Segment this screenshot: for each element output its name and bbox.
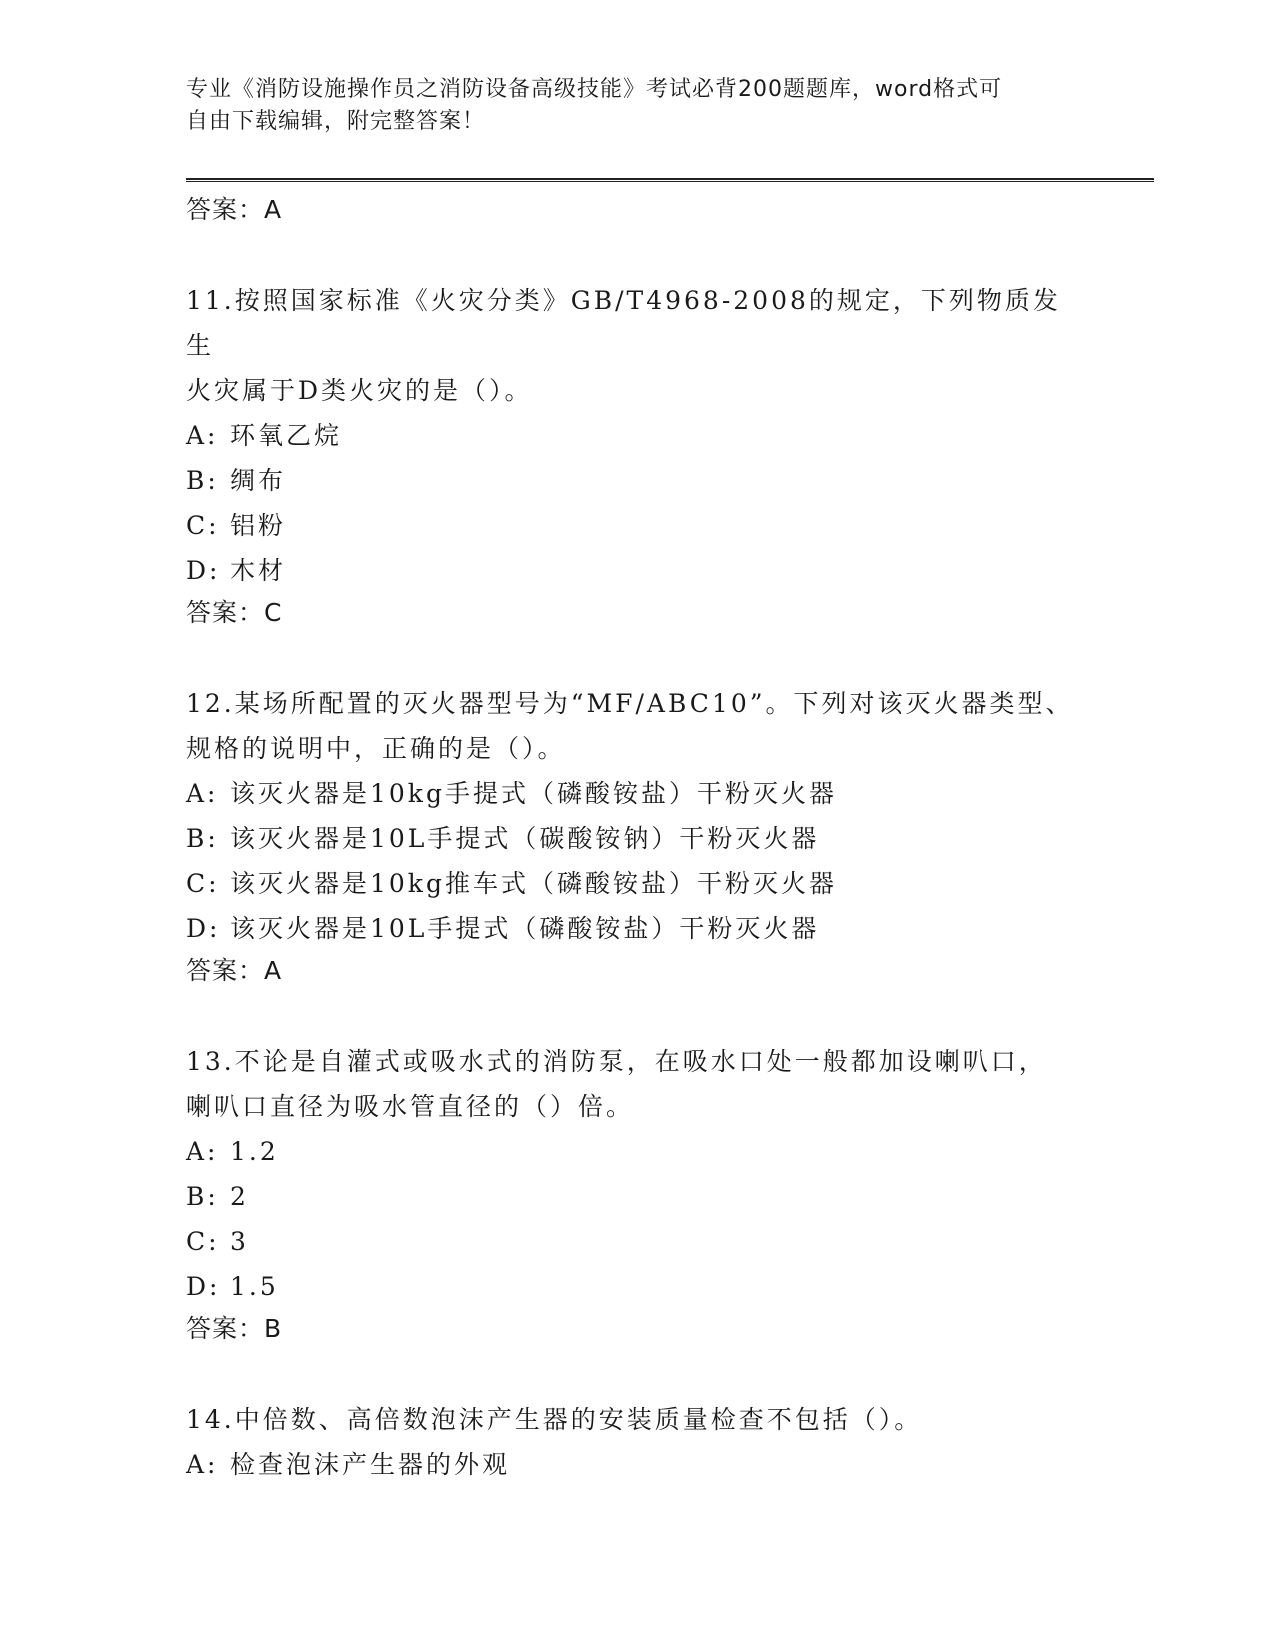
option-key: B: <box>186 824 219 853</box>
question-stem-line: 火灾属于D类火灾的是（）。 <box>186 376 533 405</box>
question-13 <box>186 1039 1086 1355</box>
option-text: 环氧乙烷 <box>230 421 343 450</box>
option-key: A: <box>186 1450 219 1479</box>
document-header <box>186 74 1066 138</box>
option-text: 木材 <box>230 556 287 585</box>
question-11 <box>186 278 1086 639</box>
question-stem-line: 规格的说明中，正确的是（）。 <box>186 734 566 763</box>
option-a <box>186 771 1086 816</box>
option-key: D: <box>186 1272 221 1301</box>
option-b <box>186 1174 1086 1219</box>
question-answer: 答案：C <box>186 598 283 627</box>
option-c <box>186 861 1086 906</box>
option-a <box>186 1442 1086 1487</box>
option-a <box>186 413 1086 458</box>
option-text: 2 <box>230 1182 249 1211</box>
option-text: 该灭火器是10L手提式（磷酸铵盐）干粉灭火器 <box>230 914 820 943</box>
option-text: 1.2 <box>230 1137 279 1166</box>
header-line-2: 自由下载编辑，附完整答案！ <box>186 109 486 134</box>
question-list <box>186 190 1086 1487</box>
option-key: D: <box>186 556 221 585</box>
option-c <box>186 503 1086 548</box>
option-text: 绸布 <box>230 466 287 495</box>
option-text: 3 <box>230 1227 249 1256</box>
option-d <box>186 1264 1086 1309</box>
option-key: C: <box>186 1227 220 1256</box>
question-answer: 答案：A <box>186 956 283 985</box>
option-text: 该灭火器是10kg推车式（磷酸铵盐）干粉灭火器 <box>230 869 837 898</box>
option-d <box>186 906 1086 951</box>
option-a <box>186 1129 1086 1174</box>
question-answer: 答案：B <box>186 1314 283 1343</box>
option-key: C: <box>186 869 220 898</box>
option-d <box>186 548 1086 593</box>
option-key: C: <box>186 511 220 540</box>
option-text: 该灭火器是10L手提式（碳酸铵钠）干粉灭火器 <box>230 824 820 853</box>
option-key: A: <box>186 421 219 450</box>
option-text: 铝粉 <box>230 511 287 540</box>
option-b <box>186 458 1086 503</box>
option-key: D: <box>186 914 221 943</box>
option-key: B: <box>186 466 219 495</box>
option-text: 1.5 <box>230 1272 279 1301</box>
question-stem-line: 14.中倍数、高倍数泡沫产生器的安装质量检查不包括（）。 <box>186 1405 923 1434</box>
option-b <box>186 816 1086 861</box>
question-stem-line: 喇叭口直径为吸水管直径的（）倍。 <box>186 1092 635 1121</box>
option-text: 检查泡沫产生器的外观 <box>230 1450 511 1479</box>
option-key: A: <box>186 779 219 808</box>
question-stem <box>186 1397 1086 1442</box>
question-stem-line: 12.某场所配置的灭火器型号为“MF/ABC10”。下列对该灭火器类型、 <box>186 689 1074 718</box>
question-stem <box>186 278 1086 413</box>
option-c <box>186 1219 1086 1264</box>
option-key: B: <box>186 1182 219 1211</box>
option-key: A: <box>186 1137 219 1166</box>
question-stem-line: 11.按照国家标准《火灾分类》GB/T4968-2008的规定，下列物质发生 <box>186 286 1061 360</box>
option-text: 该灭火器是10kg手提式（磷酸铵盐）干粉灭火器 <box>230 779 837 808</box>
header-line-1: 专业《消防设施操作员之消防设备高级技能》考试必背200题题库，word格式可 <box>186 77 1003 102</box>
question-14 <box>186 1397 1086 1487</box>
question-stem <box>186 681 1086 771</box>
header-divider <box>186 178 1154 182</box>
previous-answer: 答案：A <box>186 195 283 224</box>
question-stem <box>186 1039 1086 1129</box>
question-12 <box>186 681 1086 997</box>
question-stem-line: 13.不论是自灌式或吸水式的消防泵，在吸水口处一般都加设喇叭口， <box>186 1047 1047 1076</box>
